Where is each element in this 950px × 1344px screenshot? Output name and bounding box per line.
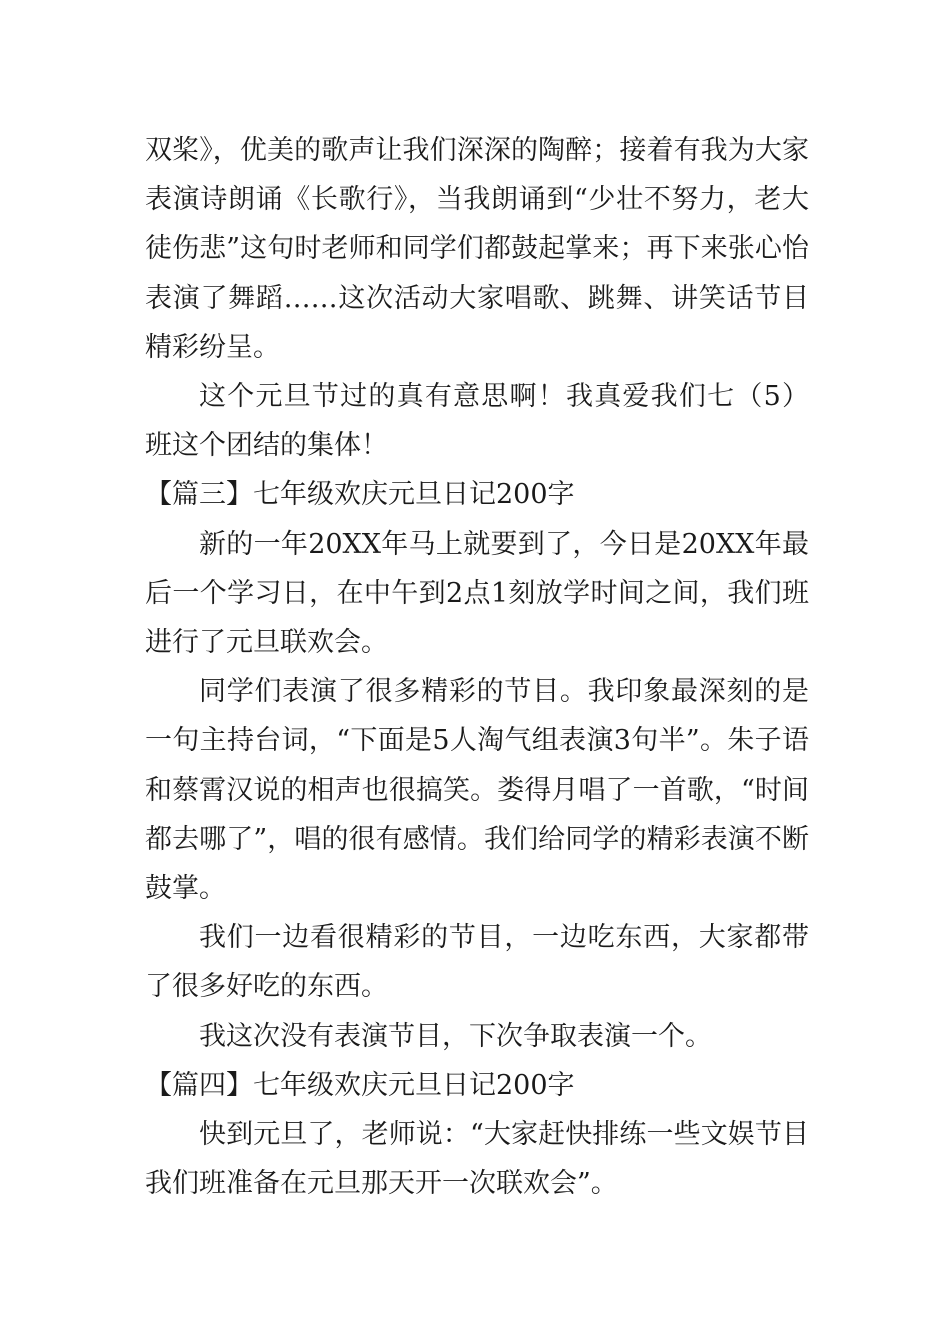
paragraph-7: 快到元旦了，老师说：“大家赶快排练一些文娱节目我们班准备在元旦那天开一次联欢会”。 xyxy=(145,1119,809,1200)
section-heading-4: 【篇四】七年级欢庆元旦日记200字 xyxy=(145,1069,575,1101)
section-heading-3: 【篇三】七年级欢庆元旦日记200字 xyxy=(145,479,575,511)
paragraph-5: 我们一边看很精彩的节目，一边吃东西，大家都带了很多好吃的东西。 xyxy=(145,922,809,1003)
paragraph-3: 新的一年20XX年马上就要到了，今日是20XX年最后一个学习日，在中午到2点1刻放学时间之间，我们班进行了元旦联欢会。 xyxy=(145,528,809,659)
paragraph-4: 同学们表演了很多精彩的节目。我印象最深刻的是一句主持台词，“下面是5人淘气组表演3句半”。朱子语和蔡霄汉说的相声也很搞笑。娄得月唱了一首歌，“时间都去哪了”，唱的很有感情。我们给同学的精彩表演不断鼓掌。 xyxy=(145,676,809,905)
paragraph-1: 双桨》，优美的歌声让我们深深的陶醉；接着有我为大家表演诗朗诵《长歌行》，当我朗诵到“少壮不努力，老大徒伤悲”这句时老师和同学们都鼓起掌来；再下来张心怡表演了舞蹈……这次活动大家唱歌、跳舞、讲笑话节目精彩纷呈。 xyxy=(145,135,809,363)
document-body xyxy=(145,126,809,1208)
paragraph-2: 这个元旦节过的真有意思啊！我真爱我们七（5）班这个团结的集体！ xyxy=(145,381,809,462)
paragraph-6: 我这次没有表演节目，下次争取表演一个。 xyxy=(199,1020,712,1052)
